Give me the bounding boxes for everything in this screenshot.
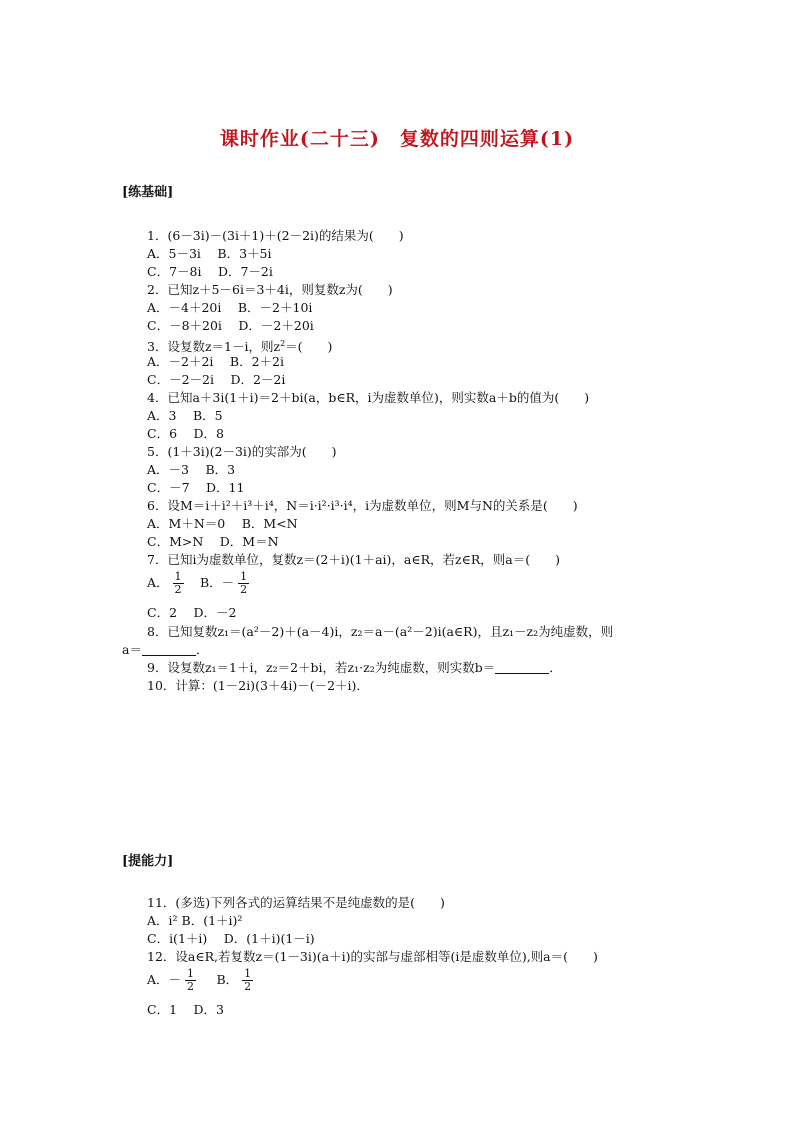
question-11-stem: 11．(多选)下列各式的运算结果不是纯虚数的是( ) xyxy=(147,895,445,910)
question-2-options-cd: C．－8＋20i D．－2＋20i xyxy=(147,318,314,333)
question-2-stem: 2．已知z＋5－6i＝3＋4i，则复数z为( ) xyxy=(147,282,393,297)
page-title: 课时作业(二十三) 复数的四则运算(1) xyxy=(219,128,575,150)
question-9-end: ． xyxy=(549,660,562,675)
question-12-option-b-label: B． xyxy=(200,972,239,987)
question-6-options-cd: C．M>N D．M＝N xyxy=(147,534,279,549)
question-9-stem xyxy=(147,659,562,677)
question-12-stem: 12．设a∈R,若复数z＝(1－3i)(a＋i)的实部与虚部相等(i是虚数单位),则a＝( ) xyxy=(147,949,598,964)
fraction-denominator: 2 xyxy=(174,583,182,596)
question-7-option-b-fraction xyxy=(238,571,249,596)
question-12-options-cd: C．1 D．3 xyxy=(147,1002,224,1017)
fraction-denominator: 2 xyxy=(244,980,252,993)
question-7-stem: 7．已知i为虚数单位，复数z＝(2＋i)(1＋ai)，a∈R，若z∈R，则a＝( ) xyxy=(147,552,560,567)
question-11-options-cd: C．i(1＋i) D．(1＋i)(1－i) xyxy=(147,931,315,946)
question-3-stem-text: 3．设复数z＝1－i，则z xyxy=(147,339,281,355)
fraction-numerator: 1 xyxy=(240,570,248,583)
question-5-options-cd: C．－7 D．11 xyxy=(147,480,245,495)
question-6-stem: 6．设M＝i＋i²＋i³＋i⁴，N＝i·i²·i³·i⁴，i为虚数单位，则M与N的关系是( ) xyxy=(147,498,578,513)
question-11-options-ab: A．i² B．(1＋i)² xyxy=(147,913,243,928)
question-1-stem: 1．(6－3i)－(3i＋1)＋(2－2i)的结果为( ) xyxy=(147,228,404,243)
fraction-denominator: 2 xyxy=(240,583,248,596)
question-7-options-cd: C．2 D．－2 xyxy=(147,605,237,620)
question-12-options-ab xyxy=(147,968,253,993)
question-12-option-b-fraction xyxy=(242,968,253,993)
question-4-options-cd: C．6 D．8 xyxy=(147,426,224,441)
question-4-options-ab: A．3 B．5 xyxy=(147,408,223,423)
section-basic-heading: [练基础] xyxy=(122,185,174,200)
question-8-end: ． xyxy=(195,642,209,657)
question-1-options-cd: C．7－8i D．7－2i xyxy=(147,264,273,279)
question-7-option-a-label: A． xyxy=(147,575,169,590)
question-1-options-ab: A．5－3i B．3＋5i xyxy=(147,246,272,261)
question-7-option-b-label: B．－ xyxy=(187,575,235,590)
question-3-options-ab: A．－2＋2i B．2＋2i xyxy=(147,354,284,369)
question-7-options-ab xyxy=(147,571,249,596)
question-5-stem: 5．(1＋3i)(2－3i)的实部为( ) xyxy=(147,444,337,459)
question-3-stem-end: ＝( ) xyxy=(285,339,333,355)
question-8-answer-prefix: a＝ xyxy=(122,642,142,657)
answer-blank[interactable] xyxy=(495,661,549,674)
fraction-numerator: 1 xyxy=(244,967,252,980)
question-3-exponent: 2 xyxy=(280,339,286,348)
question-3-options-cd: C．－2－2i D．2－2i xyxy=(147,372,286,387)
question-12-option-a-label: A．－ xyxy=(147,972,182,987)
question-2-options-ab: A．－4＋20i B．－2＋10i xyxy=(147,300,313,315)
question-8-stem: 8．已知复数z₁＝(a²－2)＋(a－4)i，z₂＝a－(a²－2)i(a∈R)，且z₁－z₂为纯虚数，则 xyxy=(147,624,614,639)
fraction-numerator: 1 xyxy=(174,570,182,583)
question-5-options-ab: A．－3 B．3 xyxy=(147,462,236,477)
question-9-text: 9．设复数z₁＝1＋i，z₂＝2＋bi，若z₁·z₂为纯虚数，则实数b＝ xyxy=(147,660,496,675)
fraction-numerator: 1 xyxy=(187,967,195,980)
fraction-denominator: 2 xyxy=(187,980,195,993)
question-7-option-a-fraction xyxy=(173,571,184,596)
question-10-stem: 10．计算：(1－2i)(3＋4i)－(－2＋i)． xyxy=(147,678,369,693)
question-6-options-ab: A．M＋N＝0 B．M<N xyxy=(147,516,298,531)
question-12-option-a-fraction xyxy=(185,968,196,993)
question-8-continuation xyxy=(122,641,208,659)
question-4-stem: 4．已知a＋3i(1＋i)＝2＋bi(a，b∈R，i为虚数单位)，则实数a＋b的值为( ) xyxy=(147,390,590,405)
answer-blank[interactable] xyxy=(142,643,196,656)
section-advanced-heading: [提能力] xyxy=(122,854,174,869)
